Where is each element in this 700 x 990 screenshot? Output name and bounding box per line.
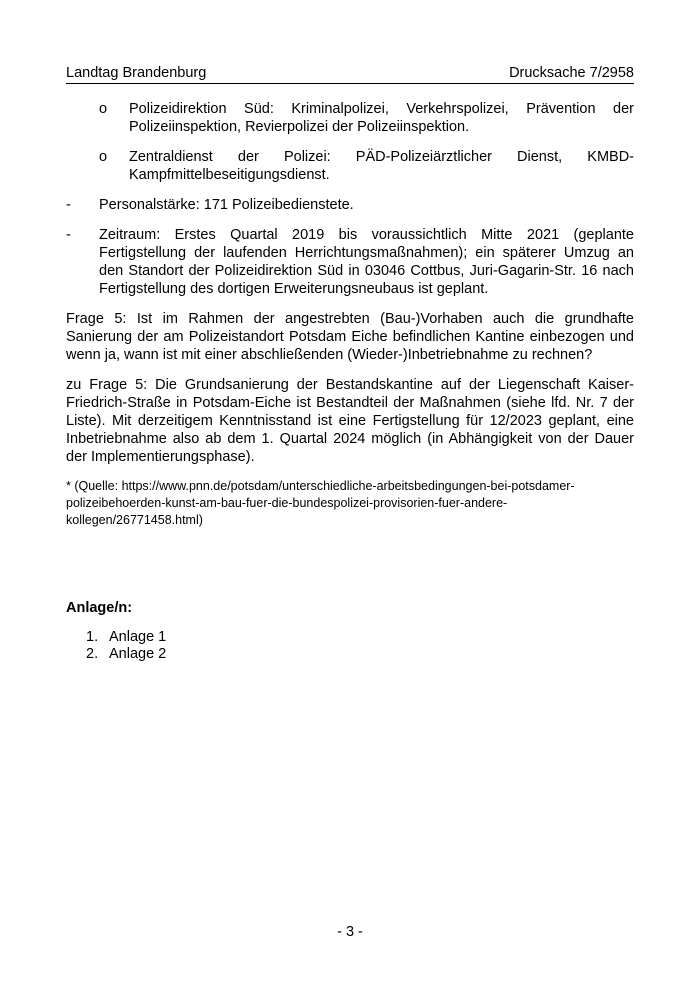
page-number: - 3 - xyxy=(337,924,363,940)
list-item-text: Polizeidirektion Süd: Kriminalpolizei, Verkehrspolizei, Prävention der Polizeiinspektion, Revierpolizei der Polizeiinspektion. xyxy=(129,101,634,135)
source-footnote: * (Quelle: https://www.pnn.de/potsdam/unterschiedliche-arbeitsbedingungen-bei-potsdamer-polizeibehoerden-kunst-am-bau-fuer-die-bundespolizei-provisorien-fuer-andere-kollegen/26771458.html) xyxy=(66,479,575,527)
question-paragraph: Frage 5: Ist im Rahmen der angestrebten (Bau-)Vorhaben auch die grundhafte Sanierung der am Polizeistandort Potsdam Eiche befindlichen Kantine einbezogen und wenn ja, wann ist mit einer abschließenden (Wieder-)Inbetriebnahme zu rechnen? xyxy=(66,311,634,363)
dash-marker: - xyxy=(66,197,71,213)
page-header xyxy=(66,64,634,84)
annex-item xyxy=(66,629,634,646)
answer-paragraph: zu Frage 5: Die Grundsanierung der Bestandskantine auf der Liegenschaft Kaiser-Friedrich-Straße in Potsdam-Eiche ist Bestandteil der Maßnahmen (siehe lfd. Nr. 7 der Liste). Mit derzeitigem Kenntnisstand ist eine Fertigstellung für 12/2023 geplant, eine Inbetriebnahme also ab dem 1. Quartal 2024 möglich (in Abhängigkeit von der Dauer der Implementierungsphase). xyxy=(66,377,634,465)
list-item xyxy=(66,148,634,184)
annex-list xyxy=(66,629,634,663)
list-item-text: Personalstärke: 171 Polizeibedienstete. xyxy=(99,197,354,213)
annex-item-label: Anlage 2 xyxy=(109,646,167,662)
annex-item-number: 2. xyxy=(86,646,99,662)
list-item xyxy=(66,100,634,136)
list-item-text: Zentraldienst der Polizei: PÄD-Polizeiärztlicher Dienst, KMBD-Kampfmittelbeseitigungsdienst. xyxy=(129,149,634,183)
bullet-marker: o xyxy=(99,149,108,165)
annex-heading: Anlage/n: xyxy=(66,600,133,616)
header-institution: Landtag Brandenburg xyxy=(66,65,207,81)
document-body xyxy=(66,100,634,663)
header-document-number: Drucksache 7/2958 xyxy=(509,65,634,81)
annex-item-label: Anlage 1 xyxy=(109,629,167,645)
annex-item-number: 1. xyxy=(86,629,99,645)
list-item xyxy=(66,226,634,298)
annex-item xyxy=(66,646,634,663)
list-item-text: Zeitraum: Erstes Quartal 2019 bis voraussichtlich Mitte 2021 (geplante Fertigstellung der laufenden Herrichtungsmaßnahmen); ein späterer Umzug an den Standort der Polizeidirektion Süd in 03046 Cottbus, Juri-Gagarin-Str. 16 nach Fertigstellung des dortigen Erweiterungsneubaus ist geplant. xyxy=(99,227,634,297)
bullet-marker: o xyxy=(99,101,108,117)
dash-marker: - xyxy=(66,227,71,243)
list-item xyxy=(66,196,634,214)
